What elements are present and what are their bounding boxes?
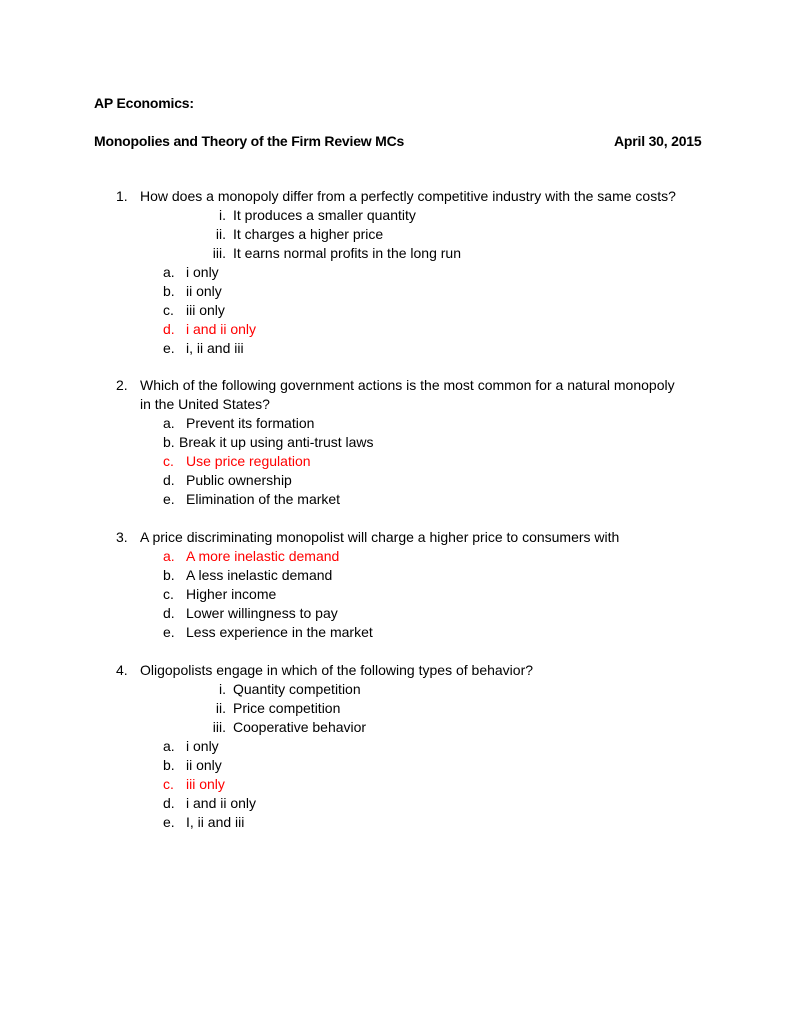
question-number: 1. [116,188,128,204]
option-text: Elimination of the market [186,491,341,507]
option-label: c. [163,302,174,318]
option-text: i and ii only [186,795,257,811]
correct-option-label: d. [163,321,175,337]
option-label: a. [163,264,175,280]
document-title: Monopolies and Theory of the Firm Review MCs [94,133,405,149]
statement-label: iii. [212,245,226,261]
option-label: b. [163,283,175,299]
correct-option-text: Use price regulation [186,453,311,469]
question-text: A price discriminating monopolist will charge a higher price to consumers with [140,529,620,545]
option-text: Prevent its formation [186,415,315,431]
option-text: Higher income [186,586,277,602]
option-label: c. [163,586,174,602]
correct-option-text: i and ii only [186,321,257,337]
statement-label: i. [219,207,226,223]
option-text: A less inelastic demand [186,567,333,583]
option-label: b. [163,434,175,450]
option-text: ii only [186,757,222,773]
option-text: iii only [186,302,225,318]
correct-option-text: A more inelastic demand [186,548,340,564]
question-text-continued: in the United States? [140,396,270,412]
statement-label: i. [219,681,226,697]
correct-option-text: iii only [186,776,225,792]
statement-label: iii. [212,719,226,735]
correct-option-label: c. [163,453,174,469]
option-text: Lower willingness to pay [186,605,338,621]
option-label: e. [163,624,175,640]
document-date: April 30, 2015 [614,133,702,149]
question-number: 2. [116,377,128,393]
statement-label: ii. [215,226,226,242]
option-label: a. [163,415,175,431]
option-label: e. [163,814,175,830]
option-label: e. [163,340,175,356]
option-text: I, ii and iii [186,814,245,830]
option-label: d. [163,472,175,488]
option-label: b. [163,567,175,583]
question-text: How does a monopoly differ from a perfectly competitive industry with the same costs? [140,188,676,204]
question-text: Oligopolists engage in which of the following types of behavior? [140,662,534,678]
option-label: b. [163,757,175,773]
statement-text: Cooperative behavior [233,719,367,735]
statement-label: ii. [215,700,226,716]
question-number: 4. [116,662,128,678]
correct-option-label: a. [163,548,175,564]
option-text: ii only [186,283,222,299]
option-text: i only [186,738,219,754]
question-number: 3. [116,529,128,545]
option-text: Less experience in the market [186,624,373,640]
option-text: i only [186,264,219,280]
option-text: i, ii and iii [186,340,244,356]
option-text: Break it up using anti-trust laws [179,434,374,450]
statement-text: It charges a higher price [233,226,384,242]
option-label: a. [163,738,175,754]
statement-text: Price competition [233,700,341,716]
correct-option-label: c. [163,776,174,792]
option-label: d. [163,795,175,811]
statement-text: Quantity competition [233,681,361,697]
option-label: d. [163,605,175,621]
course-heading: AP Economics: [94,95,194,111]
option-label: e. [163,491,175,507]
question-text: Which of the following government actions is the most common for a natural monopoly [140,377,675,393]
statement-text: It produces a smaller quantity [233,207,416,223]
option-text: Public ownership [186,472,292,488]
statement-text: It earns normal profits in the long run [233,245,462,261]
